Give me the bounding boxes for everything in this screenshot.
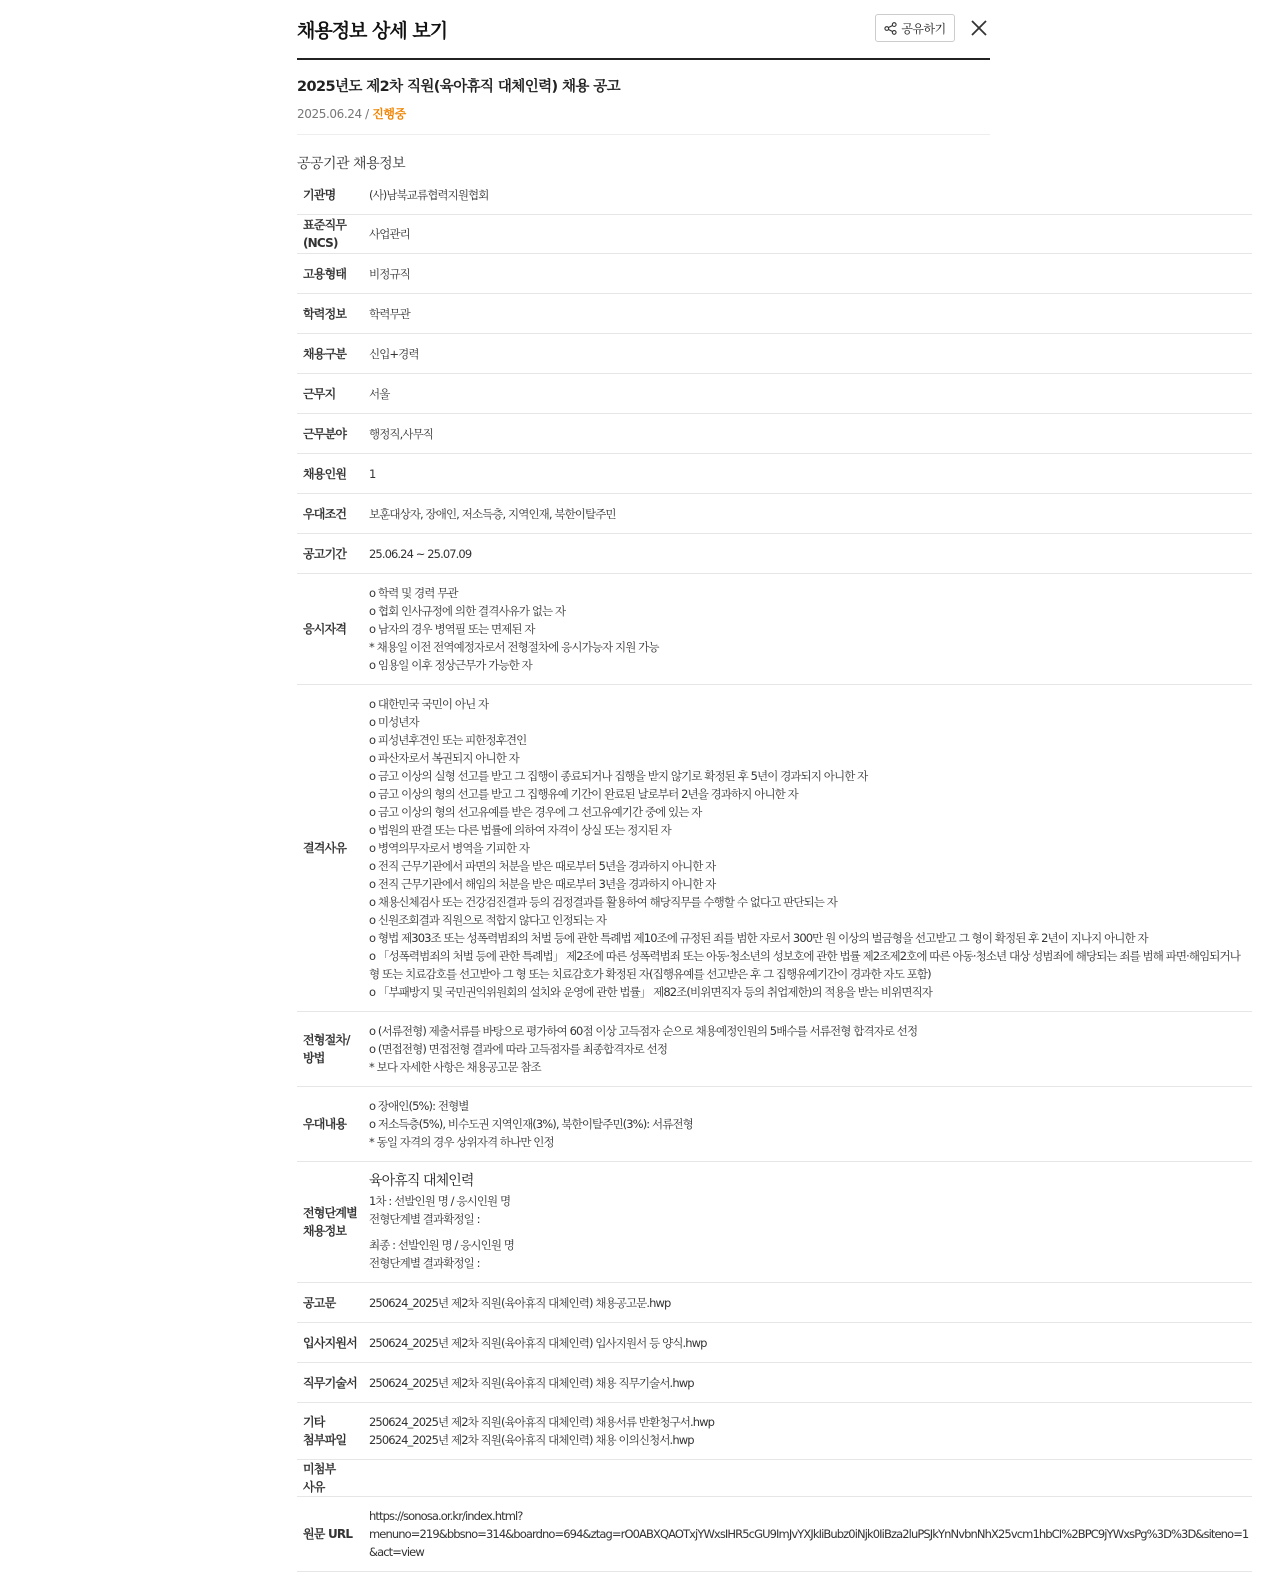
list-item: o 피성년후견인 또는 피한정후견인 (369, 733, 527, 747)
table-row (297, 1087, 1252, 1162)
stage-value (369, 1162, 1252, 1283)
table-row (297, 1403, 1252, 1460)
list-item: o 형법 제303조 또는 성폭력범죄의 처벌 등에 관한 특례법 제10조에 규정된 죄를 범한 자로서 300만 원 이상의 벌금형을 선고받고 그 형이 확정된 후 2년이 지나지 아니한 자 (369, 931, 1148, 945)
page-title: 채용정보 상세 보기 (297, 20, 448, 42)
list-item: o 법원의 판결 또는 다른 법률에 의하여 자격이 상실 또는 정지된 자 (369, 823, 671, 837)
list-item: o 금고 이상의 형의 선고유예를 받은 경우에 그 선고유예기간 중에 있는 자 (369, 805, 702, 819)
row-label: 기타 첨부파일 (303, 1415, 347, 1447)
list-item: o 협회 인사규정에 의한 결격사유가 없는 자 (369, 604, 566, 618)
headcount-value: 1 (369, 466, 376, 481)
list-item: o 장애인(5%): 전형별 (369, 1099, 469, 1113)
row-label: 학력정보 (303, 306, 347, 321)
list-item: o 금고 이상의 형의 선고를 받고 그 집행유예 기간이 완료된 날로부터 2년을 경과하지 아니한 자 (369, 787, 798, 801)
stage-first: 1차 : 선발인원 명 / 응시인원 명 (369, 1194, 511, 1208)
list-item: o 전직 근무기관에서 파면의 처분을 받은 때로부터 5년을 경과하지 아니한 자 (369, 859, 716, 873)
announcement-file-cell (369, 1283, 1252, 1323)
list-item: o (면접전형) 면접전형 결과에 따라 고득점자를 최종합격자로 선정 (369, 1042, 668, 1056)
panel-header (297, 0, 990, 60)
table-row (297, 574, 1252, 685)
row-label: 표준직무 (NCS) (303, 218, 347, 250)
info-table (297, 175, 1252, 1572)
row-label: 공고문 (303, 1295, 336, 1310)
list-item: o 남자의 경우 병역필 또는 면제된 자 (369, 622, 535, 636)
employment-value: 비정규직 (369, 266, 410, 281)
row-label: 채용구분 (303, 346, 347, 361)
list-item: * 동일 자격의 경우 상위자격 하나만 인정 (369, 1135, 554, 1149)
agency-value: (사)남북교류협력지원협회 (369, 187, 489, 202)
stage-final-date: 전형단계별 결과확정일 : (369, 1256, 480, 1270)
job-desc-file-link[interactable]: 250624_2025년 제2차 직원(육아휴직 대체인력) 채용 직무기술서.hwp (369, 1375, 694, 1390)
table-row (297, 215, 1252, 254)
table-row (297, 1497, 1252, 1572)
share-button[interactable] (875, 14, 955, 42)
disqualification-value (369, 685, 1252, 1012)
row-label: 입사지원서 (303, 1335, 357, 1350)
job-desc-file-cell (369, 1363, 1252, 1403)
list-item: o 임용일 이후 정상근무가 가능한 자 (369, 658, 532, 672)
row-label: 근무지 (303, 386, 336, 401)
period-value: 25.06.24 ~ 25.07.09 (369, 546, 472, 561)
row-label: 고용형태 (303, 266, 347, 281)
table-row (297, 494, 1252, 534)
list-item: o 저소득층(5%), 비수도권 지역인재(3%), 북한이탈주민(3%): 서류전형 (369, 1117, 693, 1131)
table-row (297, 1012, 1252, 1087)
share-icon (884, 22, 897, 35)
close-icon (968, 17, 990, 39)
job-detail-panel (297, 0, 1252, 1572)
list-item: o 대한민국 국민이 아닌 자 (369, 697, 489, 711)
no-attach-value (369, 1460, 1252, 1497)
field-value: 행정직,사무직 (369, 426, 434, 441)
row-label: 미첨부 사유 (303, 1462, 336, 1494)
preference-value: 보훈대상자, 장애인, 저소득층, 지역인재, 북한이탈주민 (369, 506, 616, 521)
table-row (297, 685, 1252, 1012)
list-item: o 금고 이상의 실형 선고를 받고 그 집행이 종료되거나 집행을 받지 않기로 확정된 후 5년이 경과되지 아니한 자 (369, 769, 868, 783)
table-row (297, 454, 1252, 494)
table-row (297, 1363, 1252, 1403)
application-file-link[interactable]: 250624_2025년 제2차 직원(육아휴직 대체인력) 입사지원서 등 양식.hwp (369, 1335, 707, 1350)
list-item: o 미성년자 (369, 715, 419, 729)
application-file-cell (369, 1323, 1252, 1363)
share-button-label: 공유하기 (901, 21, 946, 36)
list-item: o 채용신체검사 또는 건강검진결과 등의 검정결과를 활용하여 해당직무를 수행할 수 없다고 판단되는 자 (369, 895, 837, 909)
row-label: 응시자격 (303, 622, 347, 636)
row-label: 우대내용 (303, 1117, 347, 1131)
other-file-link[interactable]: 250624_2025년 제2차 직원(육아휴직 대체인력) 채용 이의신청서.hwp (369, 1433, 694, 1447)
table-row (297, 1162, 1252, 1283)
notice-separator: / (361, 107, 373, 121)
hire-type-value: 신입+경력 (369, 346, 419, 361)
list-item: o 파산자로서 복권되지 아니한 자 (369, 751, 519, 765)
list-item: * 보다 자세한 사항은 채용공고문 참조 (369, 1060, 541, 1074)
row-label: 전형절차/ 방법 (303, 1033, 350, 1065)
row-label: 원문 URL (303, 1527, 353, 1541)
table-row (297, 334, 1252, 374)
notice-date: 2025.06.24 (297, 107, 362, 121)
education-value: 학력무관 (369, 306, 410, 321)
procedure-value (369, 1012, 1252, 1087)
table-row (297, 534, 1252, 574)
list-item: o 「성폭력범죄의 처벌 등에 관한 특례법」 제2조에 따른 성폭력범죄 또는 아동·청소년의 성보호에 관한 법률 제2조제2호에 따른 아동·청소년 대상 성범죄에 해당되는 죄를 범해 파면·해임되거나 형 또는 치료감호를 선고받아 그 형 또는 치료감호가 확정된 자(집행유예를 선고받은 후 그 집행유예기간이 경과한 자도 포함) (369, 949, 1240, 981)
list-item: o 학력 및 경력 무관 (369, 586, 458, 600)
table-row (297, 1283, 1252, 1323)
announcement-file-link[interactable]: 250624_2025년 제2차 직원(육아휴직 대체인력) 채용공고문.hwp (369, 1295, 671, 1310)
row-label: 결격사유 (303, 841, 347, 855)
row-label: 우대조건 (303, 506, 347, 521)
notice-meta (297, 105, 990, 122)
stage-first-date: 전형단계별 결과확정일 : (369, 1212, 480, 1226)
table-row (297, 1323, 1252, 1363)
ncs-value: 사업관리 (369, 227, 410, 241)
notice-title: 2025년도 제2차 직원(육아휴직 대체인력) 채용 공고 (297, 79, 621, 95)
qualification-value (369, 574, 1252, 685)
row-label: 기관명 (303, 187, 336, 202)
row-label: 전형단계별 채용정보 (303, 1206, 357, 1238)
other-file-link[interactable]: 250624_2025년 제2차 직원(육아휴직 대체인력) 채용서류 반환청구서.hwp (369, 1415, 715, 1429)
row-label: 채용인원 (303, 466, 347, 481)
list-item: o 「부패방지 및 국민권익위원회의 설치와 운영에 관한 법률」 제82조(비위면직자 등의 취업제한)의 적용을 받는 비위면직자 (369, 985, 932, 999)
source-url-link[interactable]: https://sonosa.or.kr/index.html? menuno=219&bbsno=314&boardno=694&ztag=rO0ABXQAOTxjYWxsIHR5cGU9ImJvYXJkIiBubz0iNjk0IiBza2luPSJkYnNvbnNhX25vcm1hbCI%2BPC9jYWxsPg%3D%3D&siteno=1&act=view (369, 1509, 1249, 1559)
table-row (297, 1460, 1252, 1497)
other-files-cell (369, 1403, 1252, 1460)
list-item: o 병역의무자로서 병역을 기피한 자 (369, 841, 530, 855)
section-title: 공공기관 채용정보 (297, 156, 406, 172)
row-label: 직무기술서 (303, 1375, 357, 1390)
benefit-value (369, 1087, 1252, 1162)
stage-heading: 육아휴직 대체인력 (369, 1173, 474, 1189)
list-item: o 전직 근무기관에서 해임의 처분을 받은 때로부터 3년을 경과하지 아니한 자 (369, 877, 716, 891)
list-item: o (서류전형) 제출서류를 바탕으로 평가하여 60점 이상 고득점자 순으로 채용예정인원의 5배수를 서류전형 합격자로 선정 (369, 1024, 918, 1038)
list-item: * 채용일 이전 전역예정자로서 전형절차에 응시가능자 지원 가능 (369, 640, 659, 654)
status-badge: 진행중 (372, 107, 406, 121)
notice-summary (297, 60, 990, 135)
list-item: o 신원조회결과 직원으로 적합지 않다고 인정되는 자 (369, 913, 607, 927)
table-row (297, 254, 1252, 294)
table-row (297, 374, 1252, 414)
row-label: 근무분야 (303, 426, 347, 441)
row-label: 공고기간 (303, 546, 347, 561)
stage-final: 최종 : 선발인원 명 / 응시인원 명 (369, 1238, 514, 1252)
table-row (297, 414, 1252, 454)
table-row (297, 294, 1252, 334)
close-button[interactable] (968, 17, 990, 39)
table-row (297, 175, 1252, 215)
location-value: 서울 (369, 386, 390, 401)
